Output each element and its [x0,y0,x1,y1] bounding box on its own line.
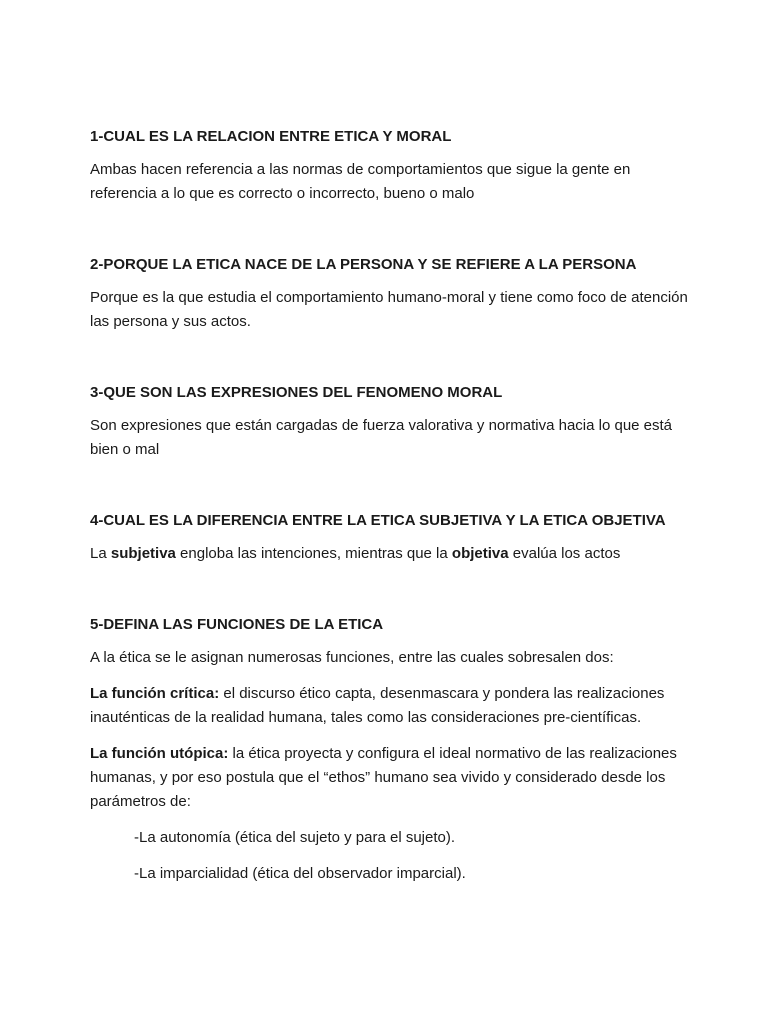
question-title-3: 3-QUE SON LAS EXPRESIONES DEL FENOMENO MORAL [90,384,503,401]
answer-1: Ambas hacen referencia a las normas de comportamientos que sigue la gente en referencia a lo que es correcto o incorrecto, bueno o malo [90,161,631,202]
answer-2: Porque es la que estudia el comportamiento humano-moral y tiene como foco de atención las persona y sus actos. [90,289,688,330]
question-title-1: 1-CUAL ES LA RELACION ENTRE ETICA Y MORAL [90,128,452,145]
function-critica-text: el discurso ético capta, desenmascara y pondera las realizaciones inauténticas de la realidad humana, tales como las consideraciones pre-científicas. [90,685,665,726]
function-critica [90,682,690,730]
section-2 [90,255,690,334]
functions-intro: A la ética se le asignan numerosas funciones, entre las cuales sobresalen dos: [90,649,614,666]
term-subjetiva: subjetiva [110,545,176,562]
document-page [90,127,690,898]
answer-3: Son expresiones que están cargadas de fuerza valorativa y normativa hacia lo que está bien o mal [90,417,673,458]
list-item-imparcialidad: -La imparcialidad (ética del observador imparcial). [134,865,466,882]
term-objetiva: objetiva [451,545,509,562]
question-title-2: 2-PORQUE LA ETICA NACE DE LA PERSONA Y SE REFIERE A LA PERSONA [90,256,637,273]
answer-4 [90,542,690,566]
question-title-5: 5-DEFINA LAS FUNCIONES DE LA ETICA [90,616,384,633]
list-item-autonomia: -La autonomía (ética del sujeto y para el sujeto). [134,829,456,846]
answer-4-text-2: engloba las intenciones, mientras que la [175,545,452,562]
function-utopica-text: la ética proyecta y configura el ideal normativo de las realizaciones humanas, y por eso postula que el “ethos” humano sea vivido y considerado desde los parámetros de: [90,745,677,810]
section-3 [90,383,690,462]
function-utopica [90,742,690,814]
answer-4-text-1: La [90,545,111,562]
section-4 [90,511,690,566]
function-utopica-label: La función utópica: [90,745,229,762]
question-title-4: 4-CUAL ES LA DIFERENCIA ENTRE LA ETICA SUBJETIVA Y LA ETICA OBJETIVA [90,512,666,529]
answer-4-text-3: evalúa los actos [508,545,621,562]
section-5 [90,615,690,886]
section-1 [90,127,690,206]
function-critica-label: La función crítica: [90,685,220,702]
